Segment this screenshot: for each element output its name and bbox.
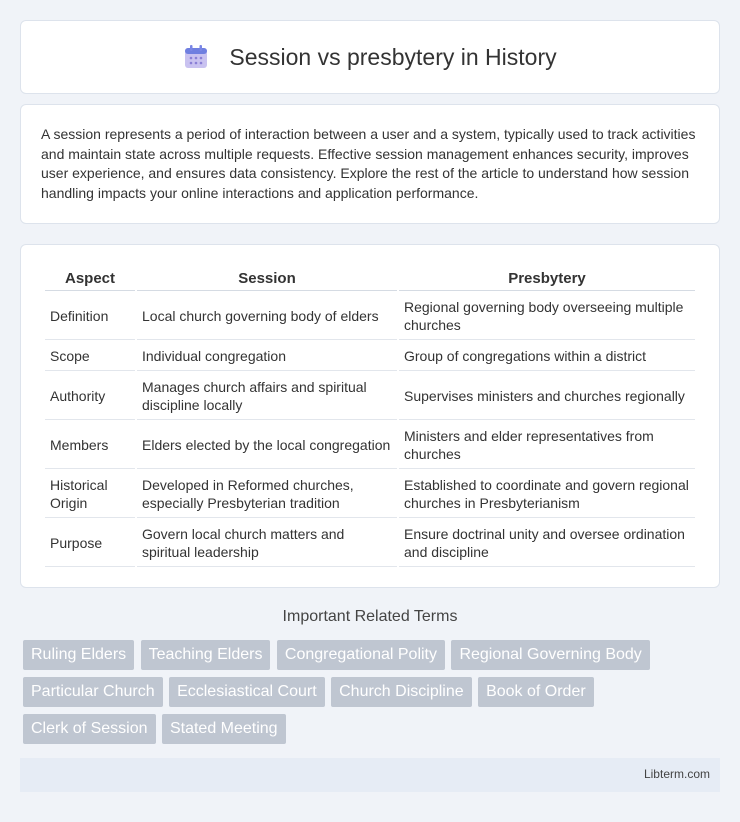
- table-cell-aspect: Authority: [45, 373, 135, 420]
- table-row: [45, 422, 695, 469]
- table-cell-session: Developed in Reformed churches, especially Presbyterian tradition: [137, 471, 397, 518]
- related-term-tag[interactable]: Ruling Elders: [23, 640, 134, 670]
- table-cell-presbytery: Regional governing body overseeing multiple churches: [399, 293, 695, 340]
- table-cell-session: Manages church affairs and spiritual discipline locally: [137, 373, 397, 420]
- table-cell-aspect: Purpose: [45, 520, 135, 567]
- related-term-tag[interactable]: Regional Governing Body: [451, 640, 649, 670]
- comparison-table: [43, 265, 697, 569]
- table-cell-session: Local church governing body of elders: [137, 293, 397, 340]
- table-row: [45, 342, 695, 371]
- column-header-aspect: Aspect: [45, 267, 135, 291]
- table-row: [45, 471, 695, 518]
- intro-text: A session represents a period of interaction between a user and a system, typically used to track activities and maintain state across multiple requests. Effective session management enhances security, improves user experience, and ensures data consistency. Explore the rest of the article to understand how session handling impacts your online interactions and application performance.: [41, 126, 696, 201]
- table-cell-aspect: Historical Origin: [45, 471, 135, 518]
- table-cell-presbytery: Supervises ministers and churches regionally: [399, 373, 695, 420]
- table-cell-session: Individual congregation: [137, 342, 397, 371]
- related-term-tag[interactable]: Clerk of Session: [23, 714, 156, 744]
- table-cell-presbytery: Ensure doctrinal unity and oversee ordination and discipline: [399, 520, 695, 567]
- related-terms-list: [23, 640, 723, 751]
- table-cell-aspect: Scope: [45, 342, 135, 371]
- footer-site-link[interactable]: Libterm.com: [643, 767, 710, 781]
- intro-card: [20, 104, 720, 224]
- calendar-icon: [183, 44, 209, 70]
- related-terms-title: Important Related Terms: [282, 608, 458, 625]
- related-term-tag[interactable]: Teaching Elders: [141, 640, 271, 670]
- table-cell-presbytery: Ministers and elder representatives from churches: [399, 422, 695, 469]
- comparison-table-card: [20, 244, 720, 588]
- table-cell-presbytery: Group of congregations within a district: [399, 342, 695, 371]
- related-term-tag[interactable]: Ecclesiastical Court: [169, 677, 325, 707]
- related-term-tag[interactable]: Particular Church: [23, 677, 163, 707]
- table-cell-aspect: Definition: [45, 293, 135, 340]
- table-header-row: [45, 267, 695, 291]
- table-cell-aspect: Members: [45, 422, 135, 469]
- footer: [20, 758, 720, 792]
- table-cell-session: Elders elected by the local congregation: [137, 422, 397, 469]
- header-card: [20, 20, 720, 94]
- related-term-tag[interactable]: Book of Order: [478, 677, 594, 707]
- table-cell-presbytery: Established to coordinate and govern regional churches in Presbyterianism: [399, 471, 695, 518]
- related-term-tag[interactable]: Congregational Polity: [277, 640, 445, 670]
- related-term-tag[interactable]: Church Discipline: [331, 677, 472, 707]
- column-header-presbytery: Presbytery: [399, 267, 695, 291]
- column-header-session: Session: [137, 267, 397, 291]
- table-cell-session: Govern local church matters and spiritual leadership: [137, 520, 397, 567]
- related-term-tag[interactable]: Stated Meeting: [162, 714, 286, 744]
- table-row: [45, 293, 695, 340]
- table-row: [45, 373, 695, 420]
- table-row: [45, 520, 695, 567]
- page-title: Session vs presbytery in History: [229, 43, 557, 70]
